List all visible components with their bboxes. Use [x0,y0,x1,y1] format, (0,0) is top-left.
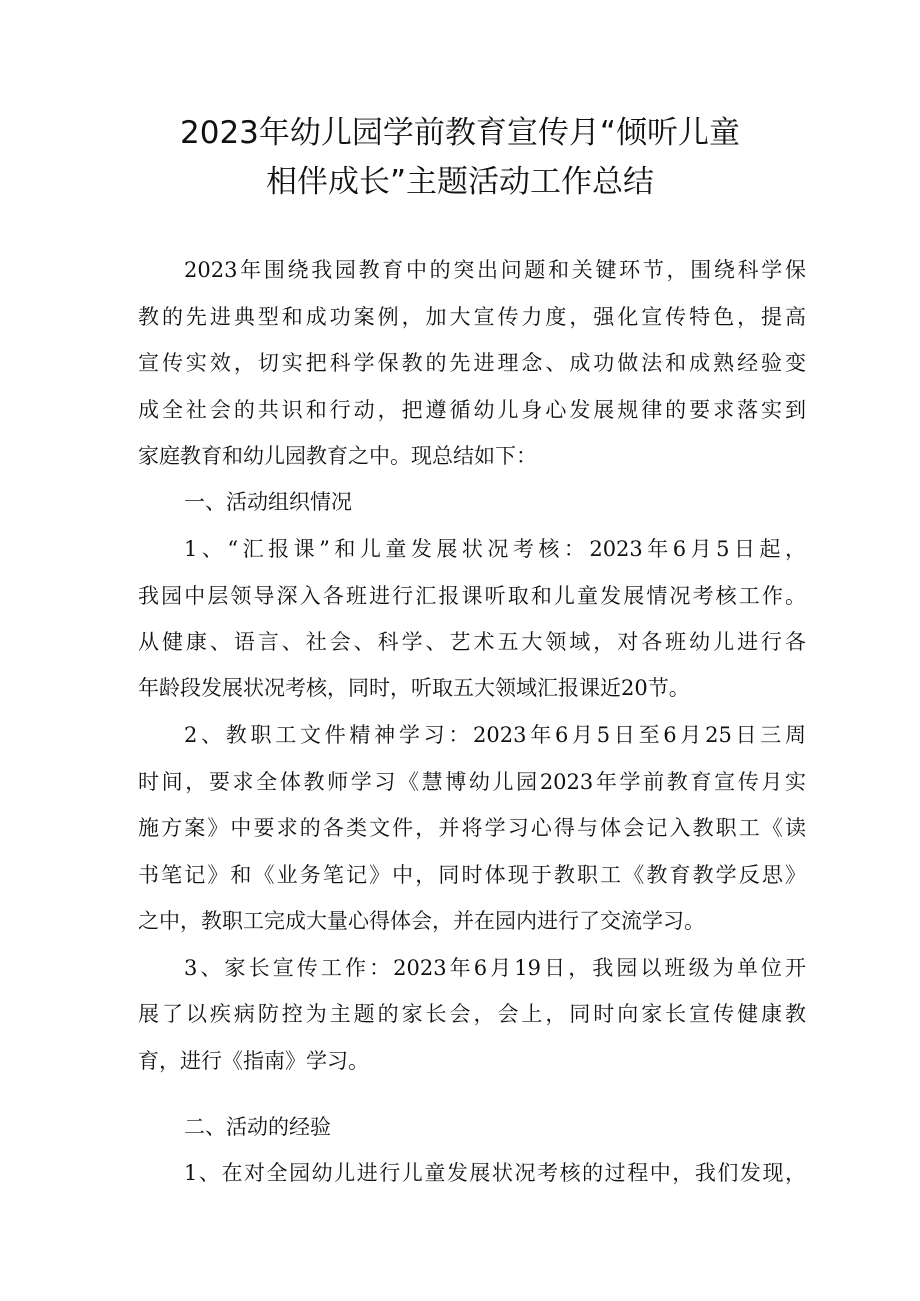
section-heading-2: 二、活动的经验 [184,1115,331,1139]
section-heading-1: 一、活动组织情况 [184,490,352,514]
item2-line-1: 2、教职工文件精神学习：2023年6月5日至6月25日三周 [184,723,806,747]
intro-line-5: 家庭教育和幼儿园教育之中。现总结如下： [138,444,537,468]
item2-line-3: 施方案》中要求的各类文件，并将学习心得与体会记入教职工《读 [138,816,806,840]
item1-line-2: 我园中层领导深入各班进行汇报课听取和儿童发展情况考核工作。 [138,584,806,608]
item2-line-2: 时间，要求全体教师学习《慧博幼儿园2023年学前教育宣传月实 [138,770,806,794]
item3-line-2: 展了以疾病防控为主题的家长会，会上，同时向家长宣传健康教 [138,1002,806,1026]
intro-line-2: 教的先进典型和成功案例，加大宣传力度，强化宣传特色，提高 [138,305,806,329]
intro-line-4: 成全社会的共识和行动，把遵循幼儿身心发展规律的要求落实到 [138,398,806,422]
item2-line-5: 之中，教职工完成大量心得体会，并在园内进行了交流学习。 [138,909,705,933]
item1-line-4: 年龄段发展状况考核，同时，听取五大领域汇报课近20节。 [138,676,690,700]
intro-line-3: 宣传实效，切实把科学保教的先进理念、成功做法和成熟经验变 [138,351,806,375]
item3-line-3: 育，进行《指南》学习。 [138,1049,369,1073]
item3-line-1: 3、家长宣传工作：2023年6月19日，我园以班级为单位开 [184,956,806,980]
item1-line-3: 从健康、语言、社会、科学、艺术五大领域，对各班幼儿进行各 [138,630,806,654]
item2-line-4: 书笔记》和《业务笔记》中，同时体现于教职工《教育教学反思》 [138,863,806,887]
item4-line-1: 1、在对全园幼儿进行儿童发展状况考核的过程中，我们发现， [184,1161,806,1185]
document-title-line-1: 2023年幼儿园学前教育宣传月“倾听儿童 [180,115,740,151]
document-title-line-2: 相伴成长”主题活动工作总结 [265,164,655,200]
intro-line-1: 2023年围绕我园教育中的突出问题和关键环节，围绕科学保 [184,258,806,282]
item1-line-1: 1、“汇报课”和儿童发展状况考核：2023年6月5日起， [184,537,806,561]
